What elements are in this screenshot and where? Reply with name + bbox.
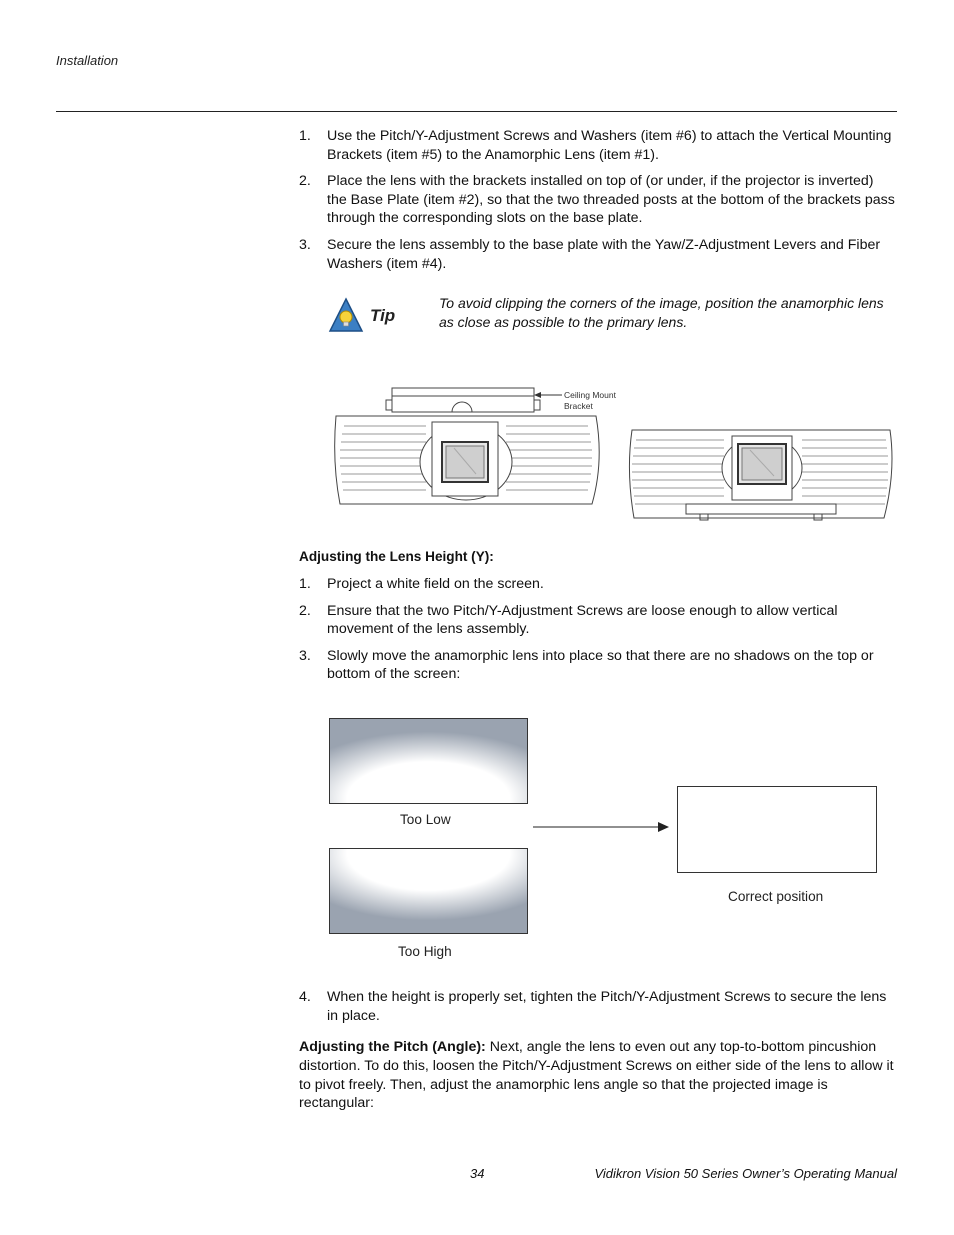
list-item: 1. Project a white field on the screen.	[299, 576, 544, 592]
list-item: 3. Secure the lens assembly to the base plate with the Yaw/Z-Adjustment Levers and Fiber Washers (item #4).	[299, 236, 881, 272]
lightbulb-icon	[328, 297, 364, 333]
running-header: Installation	[56, 53, 119, 68]
header-rule	[56, 111, 897, 112]
step-text: Ensure that the two Pitch/Y-Adjustment Screws are loose enough to allow vertical movement of the lens assembly.	[327, 602, 838, 638]
step-4	[299, 988, 897, 1033]
step-text: Secure the lens assembly to the base plate with the Yaw/Z-Adjustment Levers and Fiber Washers (item #4).	[327, 236, 881, 272]
step-text: When the height is properly set, tighten the Pitch/Y-Adjustment Screws to secure the lens in place.	[327, 989, 887, 1024]
callout-ceiling-mount: Ceiling Mount	[564, 390, 616, 400]
label-too-high: Too High	[398, 944, 452, 959]
pitch-paragraph	[299, 1038, 897, 1113]
list-item: 3. Slowly move the anamorphic lens into place so that there are no shadows on the top or bottom of the screen:	[299, 647, 874, 683]
step-text: Project a white field on the screen.	[327, 576, 544, 592]
install-steps	[299, 127, 897, 281]
label-too-low: Too Low	[400, 812, 451, 827]
list-item: 2. Ensure that the two Pitch/Y-Adjustment Screws are loose enough to allow vertical movement of the lens assembly.	[299, 602, 838, 638]
height-steps	[299, 575, 897, 692]
tip-text: To avoid clipping the corners of the image, position the anamorphic lens as close as possible to the primary lens.	[439, 295, 884, 330]
page-number: 34	[470, 1166, 485, 1181]
projector-illustration-table	[629, 430, 892, 520]
screen-correct	[677, 786, 877, 873]
projector-illustration-mounted	[335, 388, 600, 504]
list-item: 4. When the height is properly set, tighten the Pitch/Y-Adjustment Screws to secure the lens in place.	[299, 989, 887, 1024]
step-text: Place the lens with the brackets installed on top of (or under, if the projector is inverted) the Base Plate (item #2), so that the two threaded posts at the bottom of the brackets pass through the corresponding slots on the base plate.	[327, 173, 895, 227]
list-item: 1. Use the Pitch/Y-Adjustment Screws and Washers (item #6) to attach the Vertical Mounting Brackets (item #5) to the Anamorphic Lens (item #1).	[299, 128, 892, 163]
callout-bracket: Bracket	[564, 401, 593, 411]
section-heading-lens-height: Adjusting the Lens Height (Y):	[299, 549, 494, 564]
projector-figure	[330, 382, 896, 528]
label-correct-position: Correct position	[728, 889, 824, 904]
step-text: Slowly move the anamorphic lens into place so that there are no shadows on the top or bottom of the screen:	[327, 647, 874, 683]
screen-too-low	[329, 718, 528, 804]
tip-label: Tip	[370, 306, 396, 325]
arrow-right-icon	[533, 819, 669, 835]
screen-too-high	[329, 848, 528, 934]
step-text: Use the Pitch/Y-Adjustment Screws and Washers (item #6) to attach the Vertical Mounting Brackets (item #5) to the Anamorphic Lens (item #1).	[327, 128, 892, 163]
pitch-heading: Adjusting the Pitch (Angle):	[299, 1039, 486, 1055]
list-item: 2. Place the lens with the brackets installed on top of (or under, if the projector is inverted) the Base Plate (item #2), so that the two threaded posts at the bottom of the brackets pass through the corresponding slots on the base plate.	[299, 173, 895, 227]
manual-title: Vidikron Vision 50 Series Owner’s Operating Manual	[594, 1166, 897, 1181]
pitch-text: Next, angle the lens to even out any top-to-bottom pincushion distortion. To do this, loosen the Pitch/Y-Adjustment Screws on either side of the lens to allow it to pivot freely. Then, adjust the anamorphic lens angle so that the projected image is rectangular:	[299, 1039, 894, 1112]
